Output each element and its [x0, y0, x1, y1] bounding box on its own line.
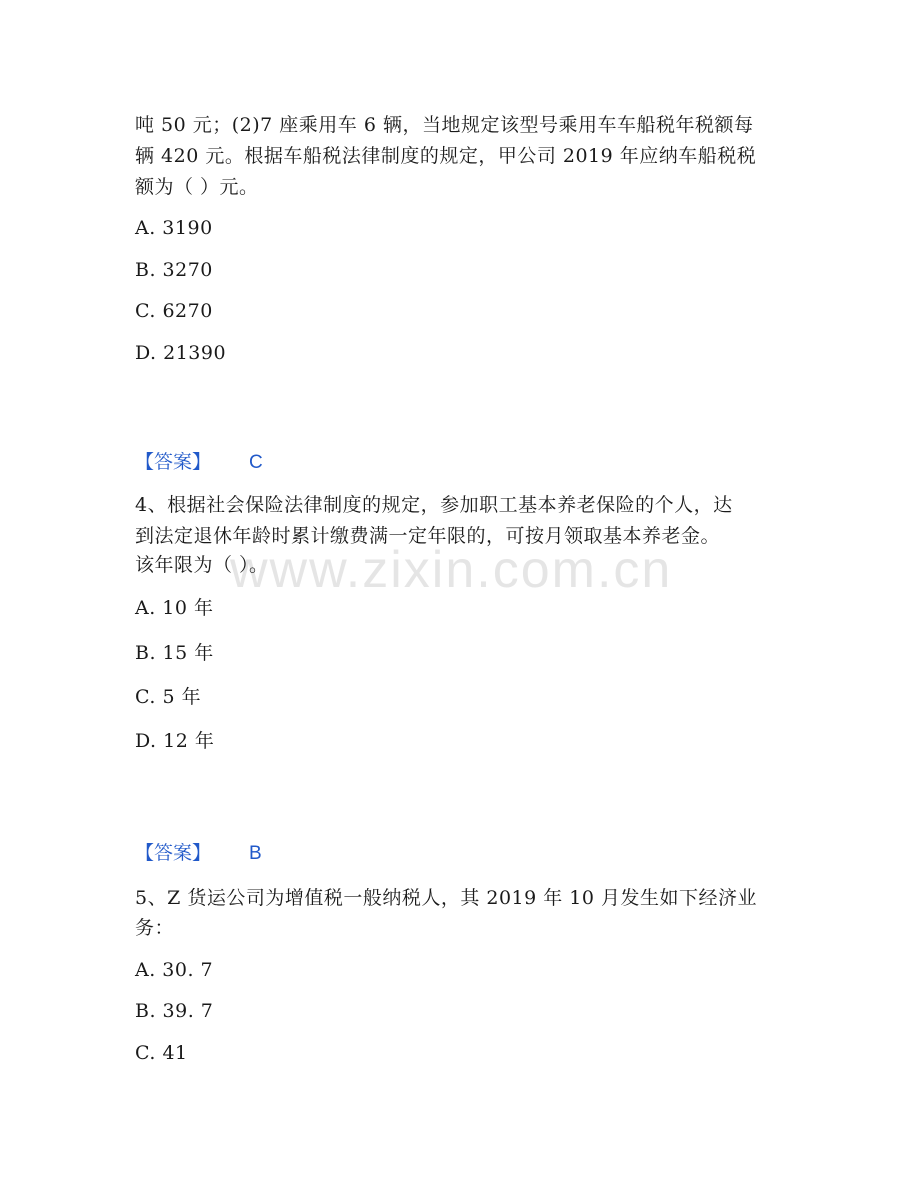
- q4-answer-label: 【答案】: [135, 842, 212, 864]
- q5-line-2: 务：: [135, 917, 175, 939]
- q4-option-a: A. 10 年: [135, 597, 214, 619]
- q3-option-b: B. 3270: [135, 259, 213, 281]
- q3-answer-label: 【答案】: [135, 451, 212, 473]
- q5-option-a: A. 30. 7: [135, 959, 214, 981]
- q3-answer: [135, 449, 263, 476]
- q4-line-3: 该年限为（ ）。: [135, 554, 269, 576]
- q4-option-d: D. 12 年: [135, 730, 215, 752]
- q5-line-1: 5、Z 货运公司为增值税一般纳税人，其 2019 年 10 月发生如下经济业: [135, 887, 758, 909]
- watermark: www.zixin.com.cn: [230, 541, 673, 599]
- q4-option-c: C. 5 年: [135, 686, 202, 708]
- q3-option-c: C. 6270: [135, 300, 213, 322]
- q3-line-2: 辆 420 元。根据车船税法律制度的规定，甲公司 2019 年应纳车船税税: [135, 145, 757, 167]
- q3-line-1: 吨 50 元；(2)7 座乘用车 6 辆，当地规定该型号乘用车车船税年税额每: [135, 114, 754, 136]
- q3-option-d: D. 21390: [135, 342, 227, 364]
- q4-answer: [135, 840, 262, 867]
- q5-option-b: B. 39. 7: [135, 1000, 214, 1022]
- q4-option-b: B. 15 年: [135, 642, 214, 664]
- q3-line-3: 额为（ ）元。: [135, 176, 259, 198]
- q3-option-a: A. 3190: [135, 217, 213, 239]
- q5-option-c: C. 41: [135, 1042, 188, 1064]
- q4-line-1: 4、根据社会保险法律制度的规定，参加职工基本养老保险的个人，达: [135, 494, 733, 516]
- q4-answer-value: B: [249, 843, 262, 864]
- q3-answer-value: C: [249, 452, 263, 473]
- q4-line-2: 到法定退休年龄时累计缴费满一定年限的，可按月领取基本养老金。: [135, 525, 721, 547]
